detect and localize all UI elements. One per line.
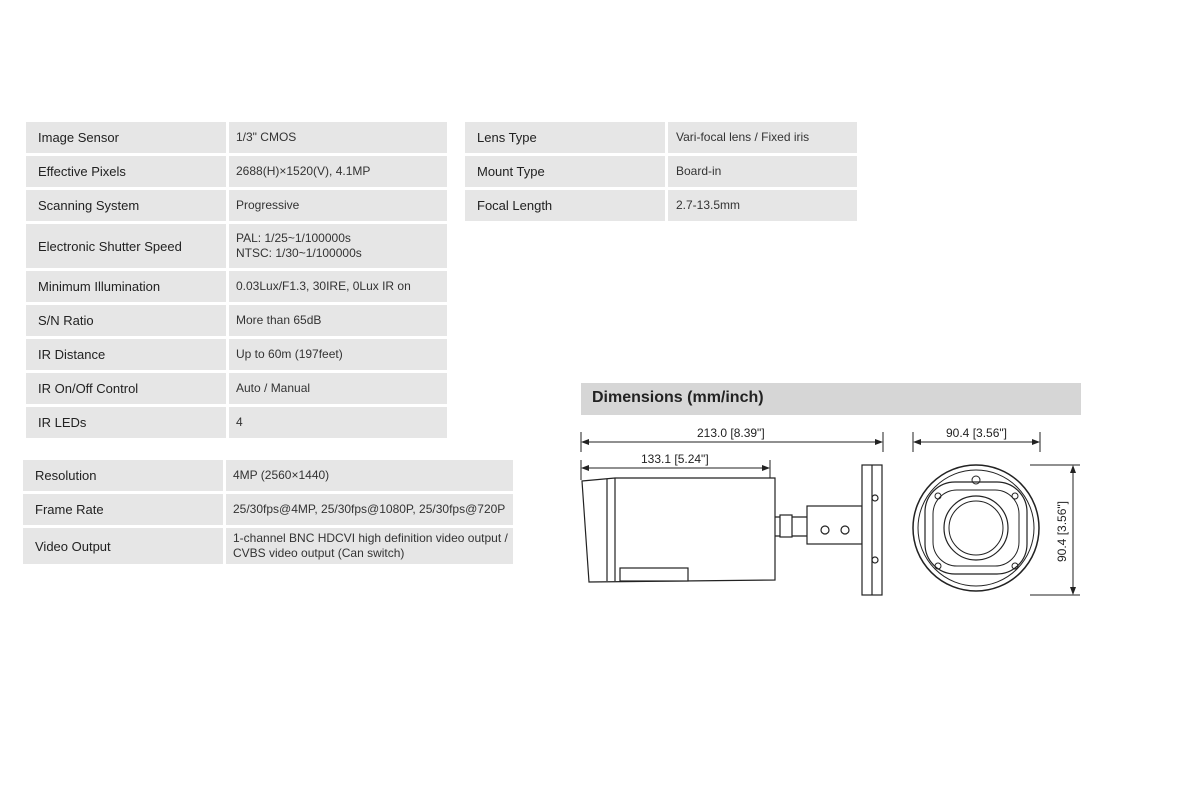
spec-value-shutter-pal: PAL: 1/25~1/100000s [236,231,351,245]
table-row [26,271,447,302]
camera-side-view [582,465,882,595]
video-spec-table [23,457,513,567]
spec-label-min-illumination: Minimum Illumination [26,271,229,302]
spec-label-ir-control: IR On/Off Control [26,373,229,404]
spec-label-focal-length: Focal Length [465,190,668,221]
spec-label-video-output: Video Output [23,528,226,564]
spec-label-ir-distance: IR Distance [26,339,229,370]
table-row [26,373,447,404]
spec-label-scanning-system: Scanning System [26,190,229,221]
table-row [23,528,513,564]
spec-value-ir-leds: 4 [229,407,447,438]
table-row [23,460,513,491]
table-row [26,305,447,336]
height-label: 90.4 [3.56"] [1055,501,1069,562]
spec-value-shutter-speed [229,224,447,268]
spec-value-ir-distance: Up to 60m (197feet) [229,339,447,370]
spec-value-ir-control: Auto / Manual [229,373,447,404]
table-row [465,156,857,187]
spec-value-image-sensor: 1/3" CMOS [229,122,447,153]
body-length-label: 133.1 [5.24"] [641,452,709,466]
spec-label-effective-pixels: Effective Pixels [26,156,229,187]
table-row [26,190,447,221]
spec-value-shutter-ntsc: NTSC: 1/30~1/100000s [236,246,362,260]
spec-label-lens-type: Lens Type [465,122,668,153]
spec-label-image-sensor: Image Sensor [26,122,229,153]
dimension-drawing [575,420,1095,610]
spec-label-mount-type: Mount Type [465,156,668,187]
width-label: 90.4 [3.56"] [946,426,1007,440]
spec-value-frame-rate: 25/30fps@4MP, 25/30fps@1080P, 25/30fps@720P [226,494,513,525]
table-row [26,122,447,153]
spec-value-video-output-line2: CVBS video output (Can switch) [233,546,405,560]
spec-value-min-illumination: 0.03Lux/F1.3, 30IRE, 0Lux IR on [229,271,447,302]
table-row [465,190,857,221]
total-length-label: 213.0 [8.39"] [697,426,765,440]
camera-spec-table [26,119,447,441]
spec-value-video-output [226,528,513,564]
spec-value-lens-type: Vari-focal lens / Fixed iris [668,122,857,153]
spec-value-focal-length: 2.7-13.5mm [668,190,857,221]
spec-label-resolution: Resolution [23,460,226,491]
dimensions-header [581,383,1081,415]
table-row [26,224,447,268]
spec-label-ir-leds: IR LEDs [26,407,229,438]
spec-value-video-output-line1: 1-channel BNC HDCVI high definition video output / [233,531,508,545]
spec-value-resolution: 4MP (2560×1440) [226,460,513,491]
spec-value-effective-pixels: 2688(H)×1520(V), 4.1MP [229,156,447,187]
table-row [26,156,447,187]
table-row [26,339,447,370]
table-row [23,494,513,525]
table-row [465,122,857,153]
spec-label-sn-ratio: S/N Ratio [26,305,229,336]
spec-value-sn-ratio: More than 65dB [229,305,447,336]
lens-spec-table [465,119,857,224]
spec-value-scanning-system: Progressive [229,190,447,221]
spec-label-frame-rate: Frame Rate [23,494,226,525]
dimensions-title: Dimensions (mm/inch) [592,389,764,406]
spec-label-shutter-speed: Electronic Shutter Speed [26,224,229,268]
spec-value-mount-type: Board-in [668,156,857,187]
table-row [26,407,447,438]
camera-front-view [913,465,1039,591]
